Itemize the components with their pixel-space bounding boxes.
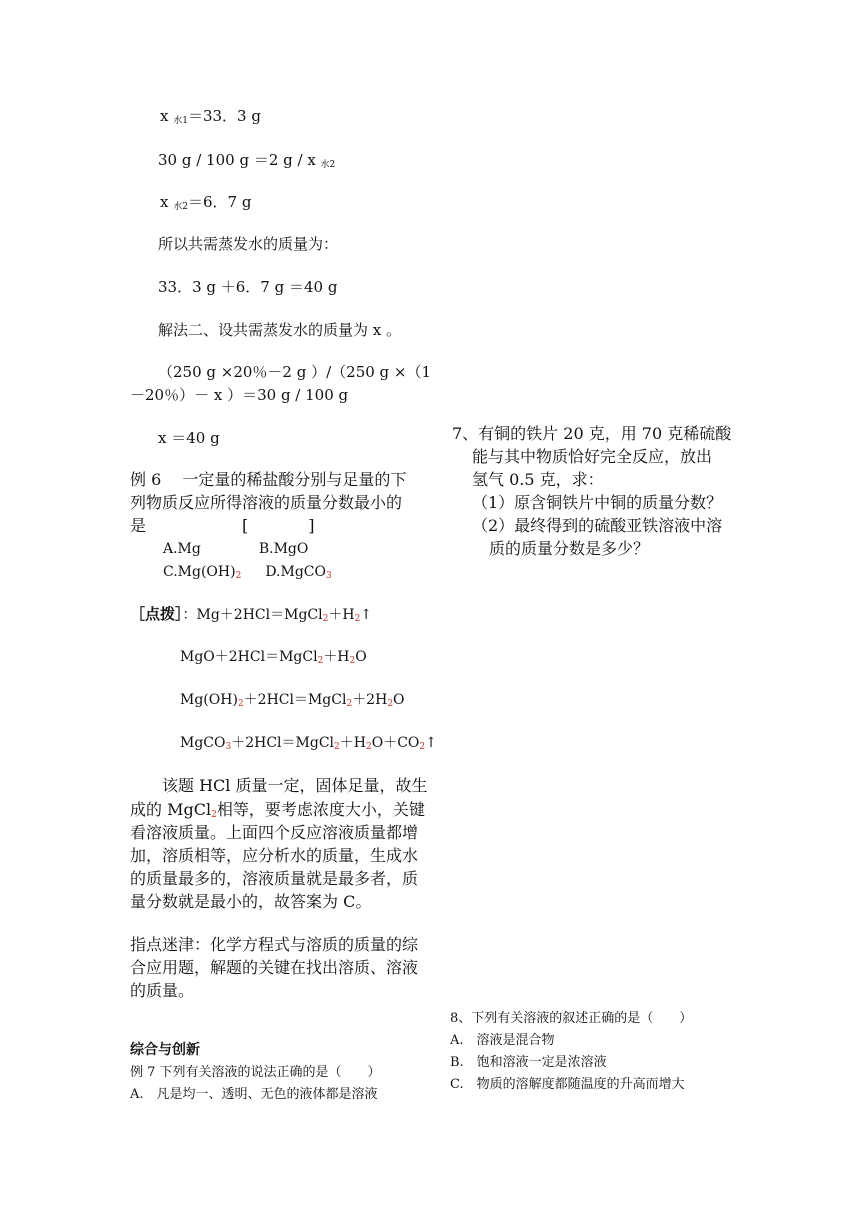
example-6-line-3: 是 [ ] — [130, 516, 315, 535]
tip-line-1: 指点迷津：化学方程式与溶质的质量的综 — [130, 935, 419, 954]
calc-line-4: 所以共需蒸发水的质量为： — [158, 235, 339, 253]
tip-line-3: 的质量。 — [130, 981, 195, 1000]
calc-line-3: x $_{水2}$＝6．7 g — [160, 193, 252, 212]
explain-line-1: 该题 HCl 质量一定，固体足量，故生 — [162, 776, 428, 795]
explain-line-5: 的质量最多的，溶液质量就是最多者，质 — [130, 869, 419, 888]
calc-line-5: 33．3 g ＋6．7 g ＝40 g — [158, 278, 338, 296]
x-result-line: x ＝40 g — [158, 429, 220, 447]
equation-line-2: －20％）－ x ）＝30 g / 100 g — [130, 386, 349, 404]
question-7-line-2: 能与其中物质恰好完全反应，放出 — [472, 447, 713, 466]
explain-line-6: 量分数就是最小的，故答案为 C。 — [130, 892, 372, 911]
question-7-sub-2a: （2）最终得到的硫酸亚铁溶液中溶 — [472, 516, 723, 535]
reaction-3: $Mg(OH)_2+2HCl=MgCl_2+2H_2O$ — [180, 692, 405, 709]
question-7-line-3: 氢气 0.5 克，求： — [472, 470, 604, 489]
section-title: 综合与创新 — [130, 1042, 200, 1058]
reaction-4: $MgCO_3+2HCl=MgCl_2+H_2O+CO_2↑$ — [180, 735, 437, 752]
hint-label: ［点拨］ — [130, 605, 183, 623]
question-8-option-b: B. 饱和溶液一定是浓溶液 — [450, 1055, 607, 1070]
example-6-line-2: 列物质反应所得溶液的质量分数最小的 — [130, 493, 403, 512]
example-7-line: 例 7 下列有关溶液的说法正确的是（ ） — [130, 1065, 381, 1080]
question-8-line: 8、下列有关溶液的叙述正确的是（ ） — [450, 1011, 693, 1026]
explain-line-4: 加，溶质相等，应分析水的质量，生成水 — [130, 846, 419, 865]
example-6-line-1: 例 6 一定量的稀盐酸分别与足量的下 — [130, 470, 407, 489]
calc-line-2: 30 g / 100 g ＝2 g / x $_{水2}$ — [158, 151, 336, 170]
question-7-sub-1: （1）原含铜铁片中铜的质量分数？ — [472, 493, 723, 512]
tip-line-2: 合应用题，解题的关键在找出溶质、溶液 — [130, 958, 419, 977]
question-8-option-a: A. 溶液是混合物 — [450, 1033, 555, 1048]
question-8-option-c: C. 物质的溶解度都随温度的升高而增大 — [450, 1077, 685, 1092]
question-7-line-1: 7、有铜的铁片 20 克，用 70 克稀硫酸 — [452, 424, 732, 443]
example-6-options-ab: A.Mg B.MgO — [163, 541, 309, 557]
calc-line-1: x $_{水1}$＝33．3 g — [160, 107, 261, 126]
method-two-line: 解法二、设共需蒸发水的质量为 x 。 — [158, 321, 401, 339]
equation-line-1: （250 g ×20％－2 g ）/（250 g ×（1 — [158, 363, 432, 381]
explain-line-2: 成的 MgCl$_2$相等，要考虑浓度大小，关键 — [130, 800, 425, 820]
explain-line-3: 看溶液质量。上面四个反应溶液质量都增 — [130, 823, 419, 842]
question-7-sub-2b: 质的质量分数是多少？ — [489, 539, 650, 558]
example-7-option-a: A. 凡是均一、透明、无色的液体都是溶液 — [130, 1087, 378, 1102]
example-6-options-cd: $C.Mg(OH)_2$ D.MgCO$_3$ — [163, 564, 332, 581]
reaction-2: $MgO+2HCl=MgCl_2+H_2O$ — [180, 649, 367, 666]
hint-line: ［点拨］：$Mg+2HCl=MgCl_2+H_2↑$ — [130, 605, 373, 624]
